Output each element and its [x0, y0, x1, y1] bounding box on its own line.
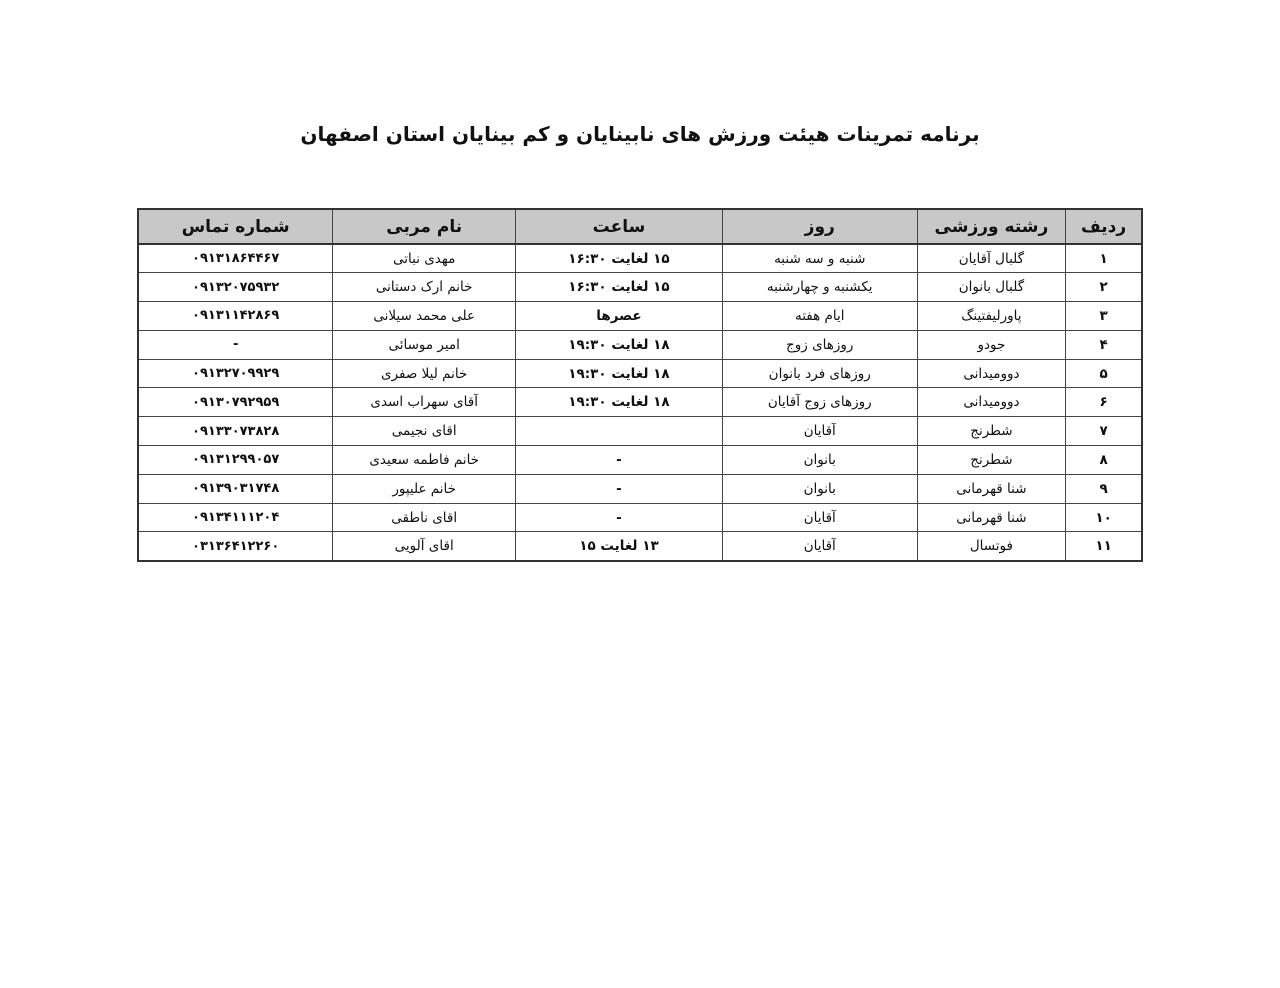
table-row: [138, 446, 1142, 475]
cell-row-number: ۲: [1066, 273, 1142, 302]
cell-day: بانوان: [722, 446, 917, 475]
cell-sport: پاورلیفتینگ: [917, 302, 1066, 331]
cell-day: بانوان: [722, 474, 917, 503]
cell-time: ۱۵ لغایت ۱۶:۳۰: [516, 244, 723, 273]
cell-row-number: ۱۱: [1066, 532, 1142, 561]
cell-coach: خانم فاطمه سعیدی: [333, 446, 516, 475]
cell-phone: ۰۹۱۳۱۲۹۹۰۵۷: [138, 446, 333, 475]
cell-phone: ۰۹۱۳۲۰۷۵۹۳۲: [138, 273, 333, 302]
cell-phone: ۰۹۱۳۲۷۰۹۹۲۹: [138, 359, 333, 388]
cell-day: آقایان: [722, 417, 917, 446]
cell-row-number: ۵: [1066, 359, 1142, 388]
cell-time: ۱۳ لغایت ۱۵: [516, 532, 723, 561]
cell-time: ۱۸ لغایت ۱۹:۳۰: [516, 388, 723, 417]
cell-coach: خانم ارک دستانی: [333, 273, 516, 302]
table-row: [138, 359, 1142, 388]
cell-time: عصرها: [516, 302, 723, 331]
cell-time: ۱۸ لغایت ۱۹:۳۰: [516, 330, 723, 359]
cell-sport: شنا قهرمانی: [917, 503, 1066, 532]
cell-coach: خانم لیلا صفری: [333, 359, 516, 388]
cell-time: -: [516, 474, 723, 503]
cell-day: آقایان: [722, 532, 917, 561]
cell-coach: خانم علیپور: [333, 474, 516, 503]
table-row: [138, 532, 1142, 561]
training-schedule-table: [137, 208, 1143, 562]
page-title: برنامه تمرینات هیئت ورزش های نابینایان و کم بینایان استان اصفهان: [300, 122, 980, 146]
cell-phone: ۰۹۱۳۴۱۱۱۲۰۴: [138, 503, 333, 532]
cell-time: -: [516, 503, 723, 532]
cell-phone: -: [138, 330, 333, 359]
cell-phone: ۰۹۱۳۳۰۷۳۸۲۸: [138, 417, 333, 446]
table-row: [138, 244, 1142, 273]
cell-day: آقایان: [722, 503, 917, 532]
cell-time: -: [516, 446, 723, 475]
cell-day: روزهای فرد بانوان: [722, 359, 917, 388]
table-row: [138, 388, 1142, 417]
cell-coach: علی محمد سیلانی: [333, 302, 516, 331]
cell-coach: مهدی نباتی: [333, 244, 516, 273]
header-phone: شماره تماس: [138, 209, 333, 244]
cell-day: روزهای زوج: [722, 330, 917, 359]
table-header-row: [138, 209, 1142, 244]
header-sport: رشته ورزشی: [917, 209, 1066, 244]
table-row: [138, 330, 1142, 359]
cell-day: روزهای زوج آقایان: [722, 388, 917, 417]
cell-row-number: ۹: [1066, 474, 1142, 503]
table-row: [138, 474, 1142, 503]
cell-sport: فوتسال: [917, 532, 1066, 561]
cell-sport: گلبال آقایان: [917, 244, 1066, 273]
cell-sport: جودو: [917, 330, 1066, 359]
cell-sport: دوومیدانی: [917, 359, 1066, 388]
cell-sport: دوومیدانی: [917, 388, 1066, 417]
cell-coach: آقای سهراب اسدی: [333, 388, 516, 417]
cell-row-number: ۶: [1066, 388, 1142, 417]
table-body: [138, 244, 1142, 561]
cell-time: [516, 417, 723, 446]
cell-day: ایام هفته: [722, 302, 917, 331]
cell-coach: امیر موسائی: [333, 330, 516, 359]
header-coach: نام مربی: [333, 209, 516, 244]
cell-phone: ۰۹۱۳۰۷۹۲۹۵۹: [138, 388, 333, 417]
table-row: [138, 503, 1142, 532]
table-row: [138, 417, 1142, 446]
cell-time: ۱۸ لغایت ۱۹:۳۰: [516, 359, 723, 388]
header-row-number: ردیف: [1066, 209, 1142, 244]
cell-coach: اقای نجیمی: [333, 417, 516, 446]
cell-phone: ۰۹۱۳۱۱۴۲۸۶۹: [138, 302, 333, 331]
cell-sport: شطرنج: [917, 446, 1066, 475]
cell-phone: ۰۹۱۳۱۸۶۴۴۶۷: [138, 244, 333, 273]
cell-phone: ۰۹۱۳۹۰۳۱۷۴۸: [138, 474, 333, 503]
cell-row-number: ۸: [1066, 446, 1142, 475]
cell-coach: اقای آلویی: [333, 532, 516, 561]
table-row: [138, 273, 1142, 302]
cell-row-number: ۷: [1066, 417, 1142, 446]
cell-row-number: ۳: [1066, 302, 1142, 331]
cell-sport: گلبال بانوان: [917, 273, 1066, 302]
cell-row-number: ۱: [1066, 244, 1142, 273]
header-time: ساعت: [516, 209, 723, 244]
cell-sport: شنا قهرمانی: [917, 474, 1066, 503]
cell-phone: ۰۳۱۳۶۴۱۲۲۶۰: [138, 532, 333, 561]
cell-day: شنبه و سه شنبه: [722, 244, 917, 273]
cell-coach: اقای ناطقی: [333, 503, 516, 532]
table-row: [138, 302, 1142, 331]
cell-sport: شطرنج: [917, 417, 1066, 446]
cell-time: ۱۵ لغایت ۱۶:۳۰: [516, 273, 723, 302]
cell-day: یکشنبه و چهارشنبه: [722, 273, 917, 302]
header-day: روز: [722, 209, 917, 244]
cell-row-number: ۴: [1066, 330, 1142, 359]
cell-row-number: ۱۰: [1066, 503, 1142, 532]
